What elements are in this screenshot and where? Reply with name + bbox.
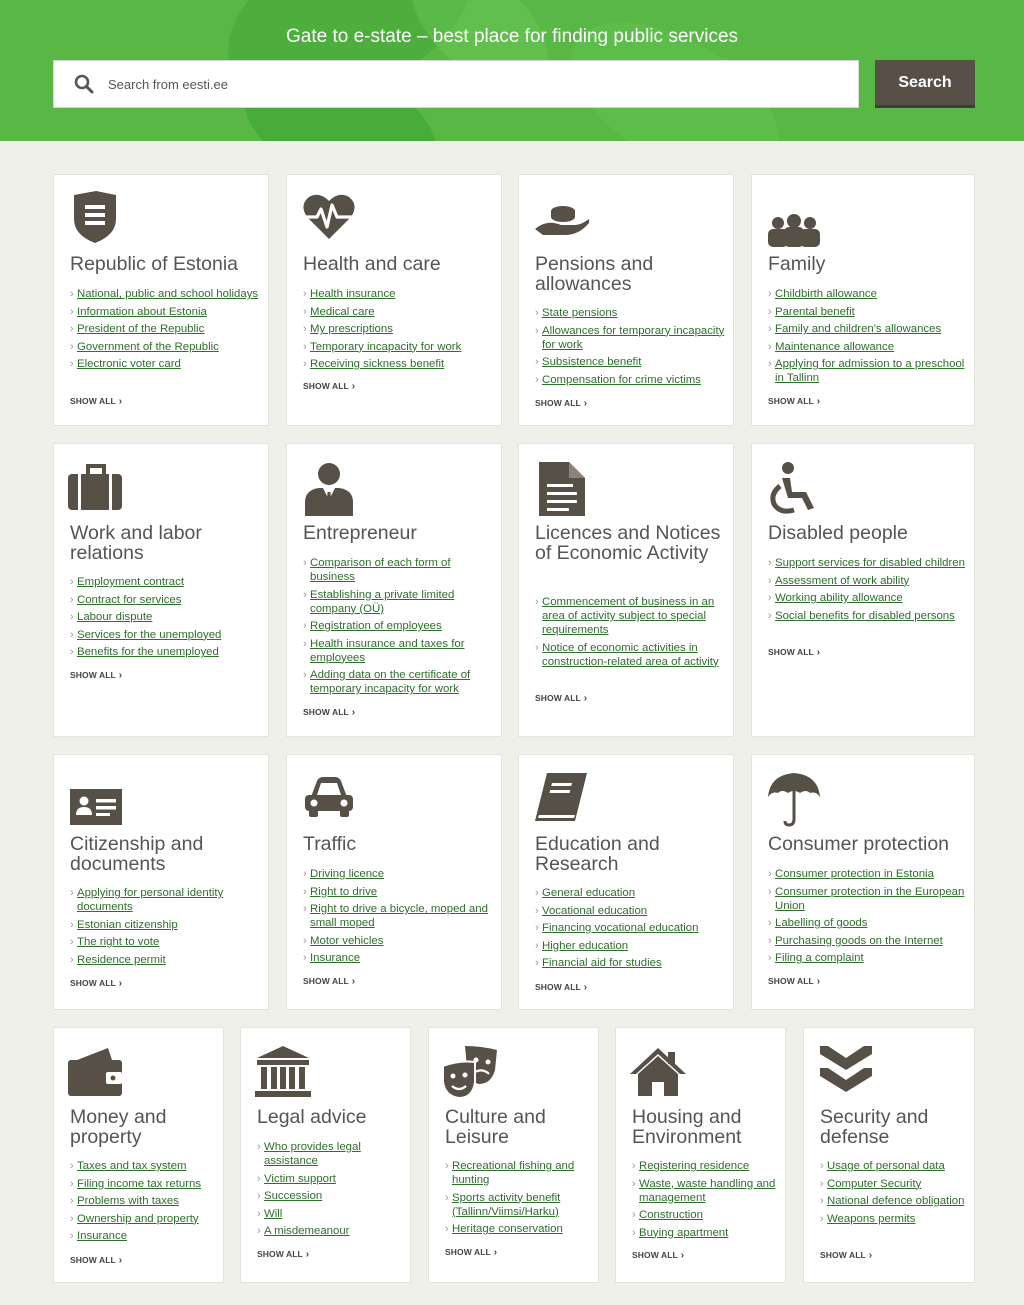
card-legal-advice xyxy=(240,1027,411,1283)
card-title: Disabled people xyxy=(768,522,908,544)
service-link[interactable]: Social benefits for disabled persons xyxy=(775,609,955,622)
show-all-link[interactable]: SHOW ALL › xyxy=(70,1255,122,1266)
service-link[interactable]: Vocational education xyxy=(542,904,648,917)
service-link[interactable]: Government of the Republic xyxy=(77,340,219,353)
list-item xyxy=(70,953,260,967)
list-item xyxy=(70,575,260,589)
service-link[interactable]: Temporary incapacity for work xyxy=(310,340,462,353)
list-item xyxy=(535,306,725,320)
list-item xyxy=(820,1159,966,1173)
list-item xyxy=(70,918,260,932)
list-item xyxy=(303,867,493,881)
list-item xyxy=(303,934,493,948)
link-list xyxy=(303,287,493,375)
service-link[interactable]: Comparison of each form of business xyxy=(310,557,451,583)
list-item xyxy=(768,556,966,570)
card-title: Education and Research xyxy=(535,833,660,875)
list-item xyxy=(632,1159,777,1173)
service-link[interactable]: General education xyxy=(542,887,636,899)
list-item xyxy=(70,593,260,607)
service-link[interactable]: Support services for disabled children xyxy=(775,557,965,569)
search-input[interactable] xyxy=(108,77,828,92)
id-card-icon xyxy=(68,771,128,827)
service-link[interactable]: Parental benefit xyxy=(775,305,855,318)
page-title: Gate to e-state – best place for finding public services xyxy=(285,26,739,47)
list-item xyxy=(445,1159,590,1187)
list-item xyxy=(768,885,966,913)
service-link[interactable]: Insurance xyxy=(77,1230,128,1242)
card-entrepreneur xyxy=(286,443,502,737)
card-title: Security and defense xyxy=(820,1106,929,1148)
card-consumer-protection xyxy=(751,754,975,1010)
link-list xyxy=(257,1140,402,1242)
list-item xyxy=(768,951,966,965)
service-link[interactable]: Working ability allowance xyxy=(775,592,903,604)
service-link[interactable]: Usage of personal data xyxy=(827,1160,945,1172)
list-item xyxy=(768,934,966,948)
service-link[interactable]: Adding data on the certificate of temporary incapacity for work xyxy=(310,669,471,695)
service-link[interactable]: Victim support xyxy=(264,1172,336,1185)
card-money-and-property xyxy=(53,1027,224,1283)
list-item xyxy=(303,885,493,899)
list-item xyxy=(303,668,493,696)
service-link[interactable]: Family and children's allowances xyxy=(775,323,942,335)
list-item xyxy=(70,1177,215,1191)
businessman-icon xyxy=(301,460,361,516)
chevrons-icon xyxy=(818,1044,878,1100)
card-title: Money and property xyxy=(70,1106,167,1148)
list-item xyxy=(303,322,493,336)
shield-icon xyxy=(68,191,128,247)
list-item xyxy=(535,373,725,387)
service-link[interactable]: Commencement of business in an area of activity subject to special requirements xyxy=(542,596,715,636)
service-link[interactable]: Consumer protection in Estonia xyxy=(775,868,934,880)
service-link[interactable]: National defence obligation xyxy=(827,1195,965,1207)
list-item xyxy=(445,1222,590,1236)
service-link[interactable]: Electronic voter card xyxy=(77,358,181,370)
card-housing-and-environment xyxy=(615,1027,786,1283)
show-all-link[interactable]: SHOW ALL › xyxy=(768,976,820,987)
list-item xyxy=(70,935,260,949)
service-link[interactable]: Financial aid for studies xyxy=(542,957,662,969)
service-link[interactable]: Will xyxy=(264,1207,283,1220)
link-list xyxy=(768,287,966,389)
service-link[interactable]: Consumer protection in the European Union xyxy=(775,885,965,912)
umbrella-icon xyxy=(766,771,826,827)
show-all-link[interactable]: SHOW ALL › xyxy=(303,976,355,987)
show-all-link[interactable]: SHOW ALL › xyxy=(535,398,587,409)
link-list xyxy=(768,556,966,626)
card-title: Consumer protection xyxy=(768,833,950,855)
card-title: Legal advice xyxy=(257,1106,367,1128)
show-all-link[interactable]: SHOW ALL › xyxy=(820,1250,872,1261)
show-all-link[interactable]: SHOW ALL › xyxy=(535,982,587,993)
heartbeat-icon xyxy=(301,191,361,247)
list-item xyxy=(70,645,260,659)
list-item xyxy=(70,1194,215,1208)
briefcase-icon xyxy=(68,460,128,516)
link-list xyxy=(632,1159,777,1243)
search-box xyxy=(53,60,859,108)
document-icon xyxy=(533,460,593,516)
list-item xyxy=(303,619,493,633)
show-all-link[interactable]: SHOW ALL › xyxy=(70,978,122,989)
list-item xyxy=(303,287,493,301)
card-security-and-defense xyxy=(803,1027,975,1283)
show-all-link[interactable]: SHOW ALL › xyxy=(303,707,355,718)
service-link[interactable]: Health insurance and taxes for employees xyxy=(310,637,465,664)
list-item xyxy=(820,1194,966,1208)
service-link[interactable]: Allowances for temporary incapacity for work xyxy=(542,324,725,351)
card-title: Republic of Estonia xyxy=(70,253,239,275)
list-item xyxy=(303,305,493,319)
list-item xyxy=(535,355,725,369)
list-item xyxy=(535,904,725,918)
service-link[interactable]: Assessment of work ability xyxy=(775,574,910,587)
list-item xyxy=(768,916,966,930)
service-link[interactable]: Computer Security xyxy=(827,1177,922,1190)
list-item xyxy=(303,556,493,584)
service-link[interactable]: Compensation for crime victims xyxy=(542,373,701,386)
service-link[interactable]: Problems with taxes xyxy=(77,1195,179,1207)
service-link[interactable]: Insurance xyxy=(310,952,361,964)
list-item xyxy=(70,628,260,642)
list-item xyxy=(303,951,493,965)
show-all-link[interactable]: SHOW ALL › xyxy=(632,1250,684,1261)
service-link[interactable]: Construction xyxy=(639,1209,703,1221)
list-item xyxy=(535,956,725,970)
service-link[interactable]: Financing vocational education xyxy=(542,922,699,934)
list-item xyxy=(303,637,493,665)
service-link[interactable]: Residence permit xyxy=(77,953,166,966)
theater-masks-icon xyxy=(443,1044,503,1100)
book-icon xyxy=(533,771,593,827)
service-link[interactable]: Applying for personal identity documents xyxy=(77,887,224,913)
list-item xyxy=(303,588,493,616)
service-link[interactable]: The right to vote xyxy=(77,936,160,948)
link-list xyxy=(445,1159,590,1240)
list-item xyxy=(768,305,966,319)
service-link[interactable]: Contract for services xyxy=(77,593,182,606)
service-link[interactable]: Estonian citizenship xyxy=(77,918,178,931)
service-link[interactable]: Information about Estonia xyxy=(77,305,207,318)
card-title: Entrepreneur xyxy=(303,522,417,544)
link-list xyxy=(820,1159,966,1229)
list-item xyxy=(70,340,260,354)
list-item xyxy=(445,1191,590,1219)
service-link[interactable]: Taxes and tax system xyxy=(77,1160,187,1172)
service-link[interactable]: Childbirth allowance xyxy=(775,288,877,300)
link-list xyxy=(303,867,493,969)
list-item xyxy=(632,1208,777,1222)
show-all-link[interactable]: SHOW ALL › xyxy=(535,693,587,704)
list-item xyxy=(535,595,725,637)
search-icon xyxy=(54,60,94,108)
service-link[interactable]: Right to drive a bicycle, moped and small moped xyxy=(310,903,488,929)
list-item xyxy=(70,886,260,914)
service-link[interactable]: Employment contract xyxy=(77,576,184,588)
service-link[interactable]: Succession xyxy=(264,1190,323,1202)
list-item xyxy=(70,610,260,624)
service-link[interactable]: Right to drive xyxy=(310,885,378,898)
service-link[interactable]: Weapons permits xyxy=(827,1212,916,1225)
search-button[interactable]: Search xyxy=(875,60,975,108)
list-item xyxy=(768,357,966,385)
list-item xyxy=(632,1226,777,1240)
list-item xyxy=(70,287,260,301)
list-item xyxy=(257,1172,402,1186)
card-title: Traffic xyxy=(303,833,357,855)
list-item xyxy=(257,1140,402,1168)
list-item xyxy=(303,340,493,354)
list-item xyxy=(70,1212,215,1226)
service-link[interactable]: Medical care xyxy=(310,305,375,318)
service-link[interactable]: President of the Republic xyxy=(77,323,205,335)
service-link[interactable]: Receiving sickness benefit xyxy=(310,358,445,370)
card-pensions-and-allowances xyxy=(518,174,734,426)
service-link[interactable]: Heritage conservation xyxy=(452,1223,563,1235)
service-link[interactable]: National, public and school holidays xyxy=(77,288,259,300)
list-item xyxy=(303,357,493,371)
list-item xyxy=(70,1229,215,1243)
service-link[interactable]: Notice of economic activities in construction-related area of activity xyxy=(542,641,719,668)
house-icon xyxy=(630,1044,690,1100)
card-title: Work and labor relations xyxy=(70,522,202,564)
service-link[interactable]: Labelling of goods xyxy=(775,917,868,929)
link-list xyxy=(70,287,260,375)
link-list xyxy=(70,1159,215,1247)
service-link[interactable]: Waste, waste handling and management xyxy=(639,1177,776,1204)
card-title: Licences and Notices of Economic Activity xyxy=(535,522,721,564)
link-list xyxy=(303,556,493,700)
show-all-link[interactable]: SHOW ALL › xyxy=(445,1247,497,1258)
show-all-link[interactable]: SHOW ALL › xyxy=(303,381,355,392)
service-link[interactable]: Ownership and property xyxy=(77,1212,199,1225)
hand-coin-icon xyxy=(533,191,593,247)
service-link[interactable]: State pensions xyxy=(542,307,618,319)
card-title: Pensions and allowances xyxy=(535,253,654,295)
list-item xyxy=(535,641,725,669)
list-item xyxy=(768,340,966,354)
list-item xyxy=(535,939,725,953)
link-list xyxy=(535,306,725,390)
show-all-link[interactable]: SHOW ALL › xyxy=(70,670,122,681)
service-link[interactable]: Sports activity benefit (Tallinn/Viimsi/Harku) xyxy=(452,1191,561,1218)
show-all-link[interactable]: SHOW ALL › xyxy=(257,1249,309,1260)
hero-banner xyxy=(0,0,1024,141)
service-link[interactable]: Who provides legal assistance xyxy=(264,1141,361,1167)
link-list xyxy=(768,867,966,969)
service-link[interactable]: Health insurance xyxy=(310,288,396,300)
card-title: Citizenship and documents xyxy=(70,833,204,875)
service-link[interactable]: Services for the unemployed xyxy=(77,628,222,641)
card-work-and-labor-relations xyxy=(53,443,269,737)
list-item xyxy=(303,902,493,930)
list-item xyxy=(820,1177,966,1191)
show-all-link[interactable]: SHOW ALL › xyxy=(768,396,820,407)
service-link[interactable]: Labour dispute xyxy=(77,611,153,623)
service-link[interactable]: Higher education xyxy=(542,939,629,952)
service-link[interactable]: Registering residence xyxy=(639,1160,750,1172)
list-item xyxy=(768,322,966,336)
list-item xyxy=(535,324,725,352)
card-education-and-research xyxy=(518,754,734,1010)
service-link[interactable]: Subsistence benefit xyxy=(542,356,642,368)
list-item xyxy=(70,1159,215,1173)
card-family xyxy=(751,174,975,426)
courthouse-icon xyxy=(255,1044,315,1100)
card-title: Family xyxy=(768,253,826,275)
service-link[interactable]: Applying for admission to a preschool in Tallinn xyxy=(775,358,965,384)
service-link[interactable]: My prescriptions xyxy=(310,323,393,335)
service-link[interactable]: Benefits for the unemployed xyxy=(77,646,219,658)
card-disabled-people xyxy=(751,443,975,737)
list-item xyxy=(768,609,966,623)
card-licences-and-notices xyxy=(518,443,734,737)
wallet-icon xyxy=(68,1044,128,1100)
show-all-link[interactable]: SHOW ALL › xyxy=(768,647,820,658)
list-item xyxy=(768,574,966,588)
list-item xyxy=(768,591,966,605)
family-icon xyxy=(766,191,826,247)
service-link[interactable]: Driving licence xyxy=(310,868,385,880)
list-item xyxy=(632,1177,777,1205)
card-health-and-care xyxy=(286,174,502,426)
service-link[interactable]: Purchasing goods on the Internet xyxy=(775,934,943,947)
car-icon xyxy=(301,771,361,827)
card-culture-and-leisure xyxy=(428,1027,599,1283)
list-item xyxy=(820,1212,966,1226)
service-link[interactable]: Registration of employees xyxy=(310,620,442,632)
service-link[interactable]: Maintenance allowance xyxy=(775,340,895,353)
list-item xyxy=(70,322,260,336)
link-list xyxy=(70,886,260,970)
link-list xyxy=(535,886,725,974)
list-item xyxy=(70,357,260,371)
service-link[interactable]: Establishing a private limited company (OÜ) xyxy=(310,588,455,615)
show-all-link[interactable]: SHOW ALL › xyxy=(70,396,122,407)
card-title: Health and care xyxy=(303,253,441,275)
link-list xyxy=(70,575,260,663)
list-item xyxy=(535,886,725,900)
link-list xyxy=(535,595,725,672)
list-item xyxy=(257,1224,402,1238)
service-link[interactable]: Filing income tax returns xyxy=(77,1177,202,1190)
card-republic-of-estonia xyxy=(53,174,269,426)
list-item xyxy=(70,305,260,319)
list-item xyxy=(768,287,966,301)
card-title: Culture and Leisure xyxy=(445,1106,546,1148)
service-link[interactable]: Recreational fishing and hunting xyxy=(452,1160,575,1186)
service-link[interactable]: Buying apartment xyxy=(639,1226,729,1239)
list-item xyxy=(768,867,966,881)
wheelchair-icon xyxy=(766,460,826,516)
list-item xyxy=(535,921,725,935)
service-link[interactable]: Filing a complaint xyxy=(775,952,864,964)
card-title: Housing and Environment xyxy=(632,1106,742,1148)
service-link[interactable]: A misdemeanour xyxy=(264,1225,350,1237)
list-item xyxy=(257,1207,402,1221)
card-citizenship-and-documents xyxy=(53,754,269,1010)
service-link[interactable]: Motor vehicles xyxy=(310,934,384,947)
card-traffic xyxy=(286,754,502,1010)
list-item xyxy=(257,1189,402,1203)
